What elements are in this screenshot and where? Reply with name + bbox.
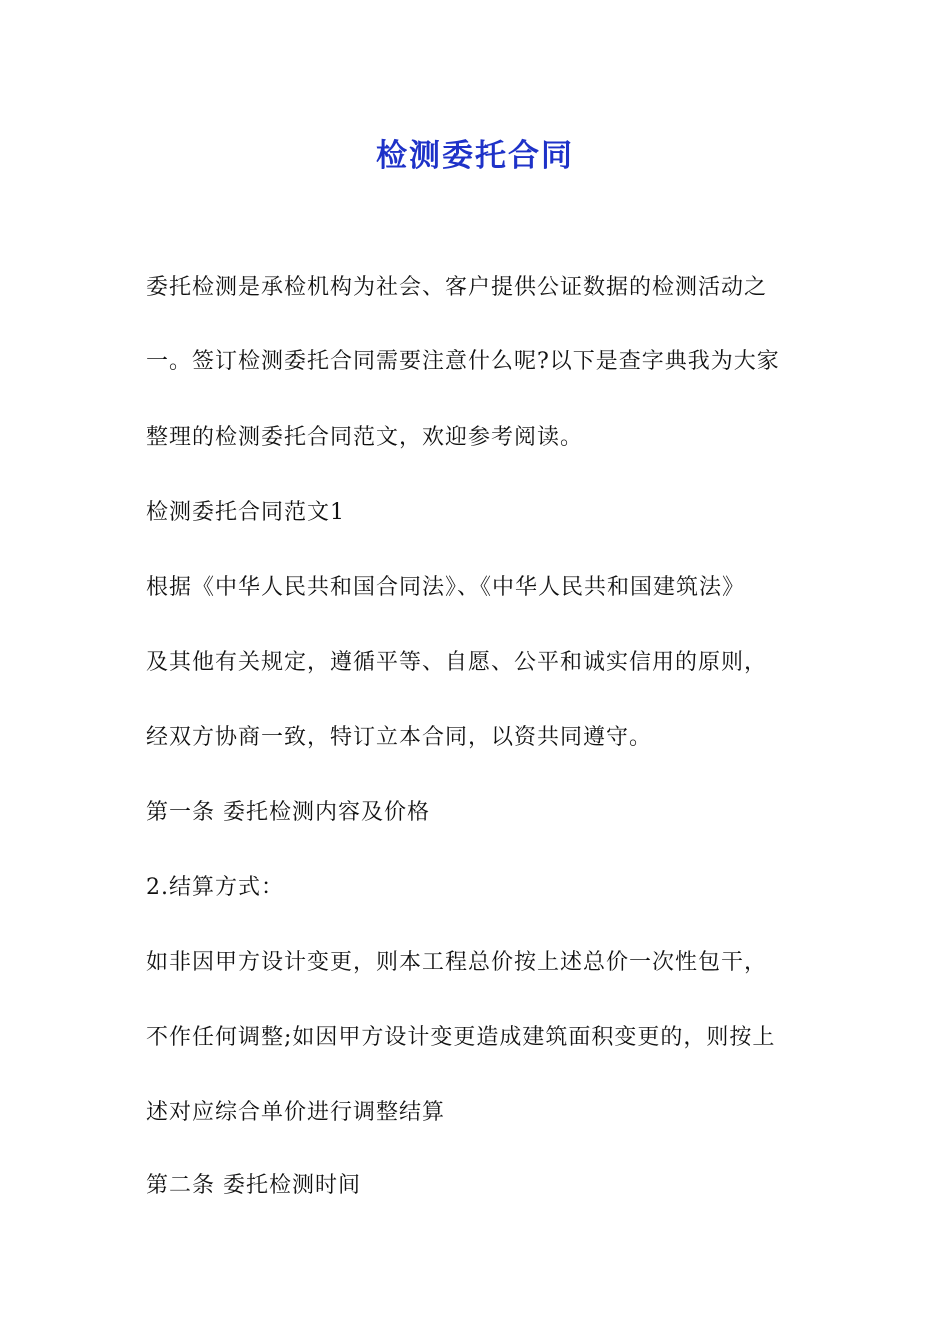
paragraph-line: 如非因甲方设计变更，则本工程总价按上述总价一次性包干， (146, 950, 768, 975)
paragraph-line: 一。签订检测委托合同需要注意什么呢?以下是查字典我为大家 (146, 349, 780, 374)
clause-heading: 2.结算方式： (146, 875, 284, 900)
paragraph-line: 整理的检测委托合同范文，欢迎参考阅读。 (146, 425, 584, 450)
document-title: 检测委托合同 (376, 138, 574, 174)
paragraph-line: 述对应综合单价进行调整结算 (146, 1100, 446, 1125)
paragraph-line: 不作任何调整;如因甲方设计变更造成建筑面积变更的，则按上 (146, 1025, 776, 1050)
article-heading: 第二条 委托检测时间 (146, 1173, 361, 1198)
paragraph-line: 经双方协商一致，特订立本合同，以资共同遵守。 (146, 725, 653, 750)
article-heading: 第一条 委托检测内容及价格 (146, 800, 430, 825)
paragraph-line: 根据《中华人民共和国合同法》、《中华人民共和国建筑法》 (146, 575, 746, 600)
paragraph-line: 委托检测是承检机构为社会、客户提供公证数据的检测活动之 (146, 275, 768, 300)
paragraph-line: 及其他有关规定，遵循平等、自愿、公平和诚实信用的原则， (146, 650, 768, 675)
section-heading: 检测委托合同范文1 (146, 500, 345, 525)
